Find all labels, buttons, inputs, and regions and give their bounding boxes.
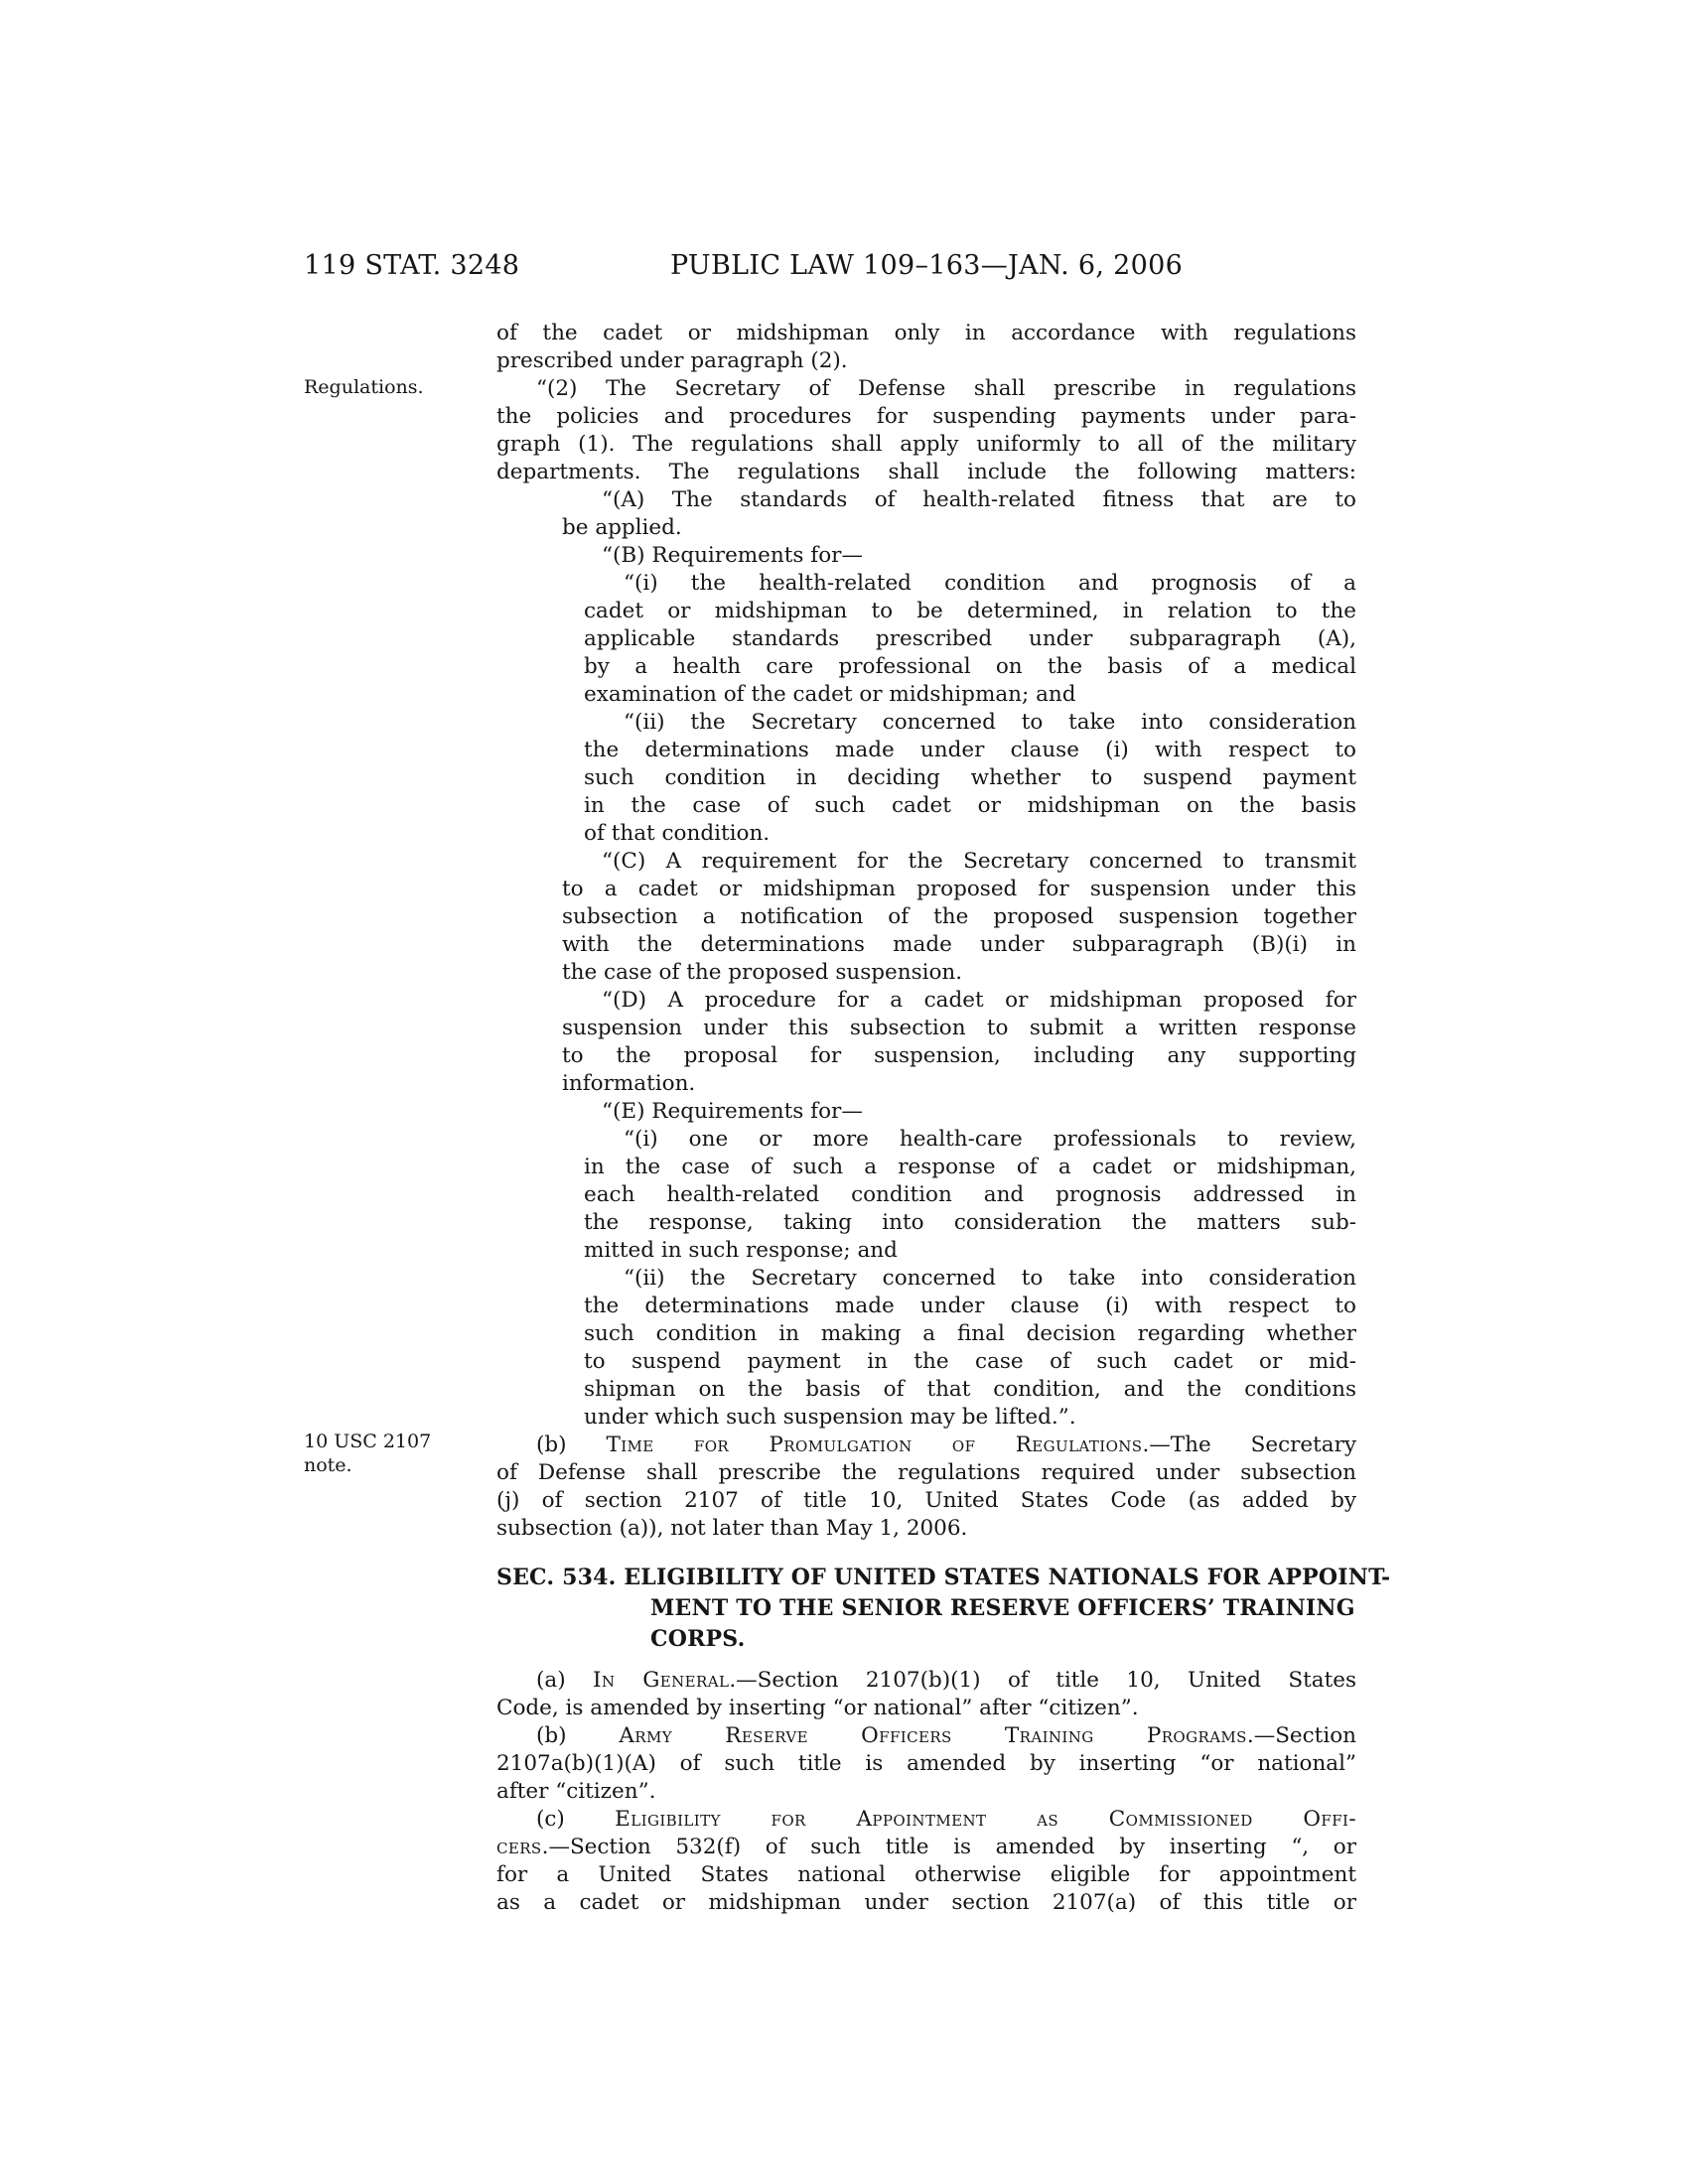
text-line (496, 903, 1356, 931)
text-segment: to the proposal for suspension, including any supporting (562, 1043, 1356, 1068)
text-segment: CORPS. (650, 1626, 746, 1652)
text-line (496, 1667, 1356, 1695)
text-line (496, 876, 1356, 903)
text-segment: under which such suspension may be lifted.”. (584, 1405, 1076, 1430)
section-heading-line (496, 1624, 1356, 1655)
text-segment: departments. The regulations shall include the following matters: (496, 460, 1356, 484)
text-line (496, 1126, 1356, 1154)
text-segment: subsection (a)), not later than May 1, 2006. (496, 1516, 968, 1541)
text-segment: (b) (536, 1723, 620, 1748)
text-line (496, 1778, 1356, 1806)
text-segment: “(i) one or more health-care professionals to review, (624, 1127, 1356, 1152)
text-segment: with the determinations made under subparagraph (B)(i) in (562, 932, 1356, 957)
text-line (496, 653, 1356, 681)
text-segment: the policies and procedures for suspending payments under para- (496, 404, 1356, 429)
text-line (496, 1265, 1356, 1293)
small-caps-text: In General (593, 1668, 730, 1693)
small-caps-text: Army Reserve Officers Training Programs (619, 1723, 1247, 1748)
text-segment: examination of the cadet or midshipman; and (584, 682, 1076, 707)
text-segment: such condition in deciding whether to suspend payment (584, 765, 1356, 790)
text-segment: .—Section 2107(b)(1) of title 10, United States (729, 1668, 1356, 1693)
text-line (496, 1293, 1356, 1320)
text-segment: by a health care professional on the basis of a medical (584, 654, 1356, 679)
text-segment: “(ii) the Secretary concerned to take into consideration (624, 1266, 1356, 1291)
text-line (496, 1348, 1356, 1376)
text-line (496, 1015, 1356, 1042)
text-line (496, 737, 1356, 764)
text-line (496, 431, 1356, 459)
text-line (496, 1404, 1356, 1432)
text-line (496, 1487, 1356, 1515)
text-line (496, 625, 1356, 653)
text-line (496, 959, 1356, 987)
text-line (496, 1098, 1356, 1126)
small-caps-text: Time for Promulgation of Regulations (606, 1433, 1143, 1457)
text-line (496, 848, 1356, 876)
text-segment: of that condition. (584, 821, 771, 846)
small-caps-text: cers (496, 1835, 542, 1859)
text-segment: in the case of such a response of a cadet or midshipman, (584, 1155, 1356, 1179)
text-line (496, 459, 1356, 486)
document-body (496, 320, 1391, 1917)
text-line (496, 709, 1356, 737)
text-segment: “(C) A requirement for the Secretary concerned to transmit (602, 849, 1356, 874)
text-segment: (c) (536, 1807, 616, 1832)
text-segment: the determinations made under clause (i) with respect to (584, 738, 1356, 762)
text-line (496, 570, 1356, 598)
text-line (496, 1806, 1356, 1834)
text-segment: “(E) Requirements for— (602, 1099, 863, 1124)
text-segment: “(D) A procedure for a cadet or midshipman proposed for (602, 988, 1356, 1013)
text-line (496, 1376, 1356, 1404)
text-segment: after “citizen”. (496, 1779, 656, 1804)
text-line (496, 792, 1356, 820)
text-segment: be applied. (562, 515, 682, 540)
text-segment: each health-related condition and prognosis addressed in (584, 1182, 1356, 1207)
text-line (496, 1861, 1356, 1889)
text-line (496, 514, 1356, 542)
text-segment: Code, is amended by inserting “or national” after “citizen”. (496, 1696, 1139, 1720)
text-segment: mitted in such response; and (584, 1238, 898, 1263)
margin-note-text: note. (304, 1454, 352, 1476)
text-line (496, 375, 1356, 403)
text-line (496, 1154, 1356, 1181)
text-segment: of the cadet or midshipman only in accordance with regulations (496, 321, 1356, 345)
text-line (496, 486, 1356, 514)
text-segment: subsection a notification of the proposed suspension together (562, 904, 1356, 929)
margin-note-usc (304, 1430, 483, 1477)
text-line (496, 987, 1356, 1015)
text-segment: .—Section (1246, 1723, 1356, 1748)
text-segment: the response, taking into consideration the matters sub- (584, 1210, 1356, 1235)
text-segment: to a cadet or midshipman proposed for suspension under this (562, 877, 1356, 901)
text-segment: as a cadet or midshipman under section 2107(a) of this title or (496, 1890, 1356, 1915)
text-segment: in the case of such cadet or midshipman on the basis (584, 793, 1356, 818)
text-segment: of Defense shall prescribe the regulations required under subsection (496, 1460, 1356, 1485)
text-line (496, 1070, 1356, 1098)
text-segment: graph (1). The regulations shall apply uniformly to all of the military (496, 432, 1356, 457)
text-line (496, 1889, 1356, 1917)
text-line (496, 320, 1356, 347)
text-segment: such condition in making a final decision regarding whether (584, 1321, 1356, 1346)
text-line (496, 1722, 1356, 1750)
text-segment: applicable standards prescribed under subparagraph (A), (584, 626, 1356, 651)
text-line (496, 1320, 1356, 1348)
text-segment: “(A) The standards of health-related fitness that are to (602, 487, 1356, 512)
text-segment: SEC. 534. ELIGIBILITY OF UNITED STATES NATIONALS FOR APPOINT- (496, 1565, 1391, 1590)
text-line (496, 820, 1356, 848)
text-segment: the determinations made under clause (i) with respect to (584, 1294, 1356, 1318)
text-segment: (a) (536, 1668, 593, 1693)
text-segment: “(ii) the Secretary concerned to take into consideration (624, 710, 1356, 735)
law-title: PUBLIC LAW 109–163—JAN. 6, 2006 (669, 250, 1184, 281)
margin-note-regulations (304, 375, 483, 399)
text-line (496, 1750, 1356, 1778)
text-segment: information. (562, 1071, 696, 1096)
section-heading-line (496, 1563, 1391, 1593)
text-segment: the case of the proposed suspension. (562, 960, 963, 985)
text-line (496, 347, 1356, 375)
text-line (496, 1209, 1356, 1237)
text-segment: (j) of section 2107 of title 10, United States Code (as added by (496, 1488, 1356, 1513)
margin-note-text: Regulations. (304, 376, 424, 398)
page-number: 119 STAT. 3248 (304, 250, 520, 281)
text-line (496, 1432, 1356, 1459)
text-line (496, 1459, 1356, 1487)
text-line (496, 1237, 1356, 1265)
text-segment: prescribed under paragraph (2). (496, 348, 848, 373)
text-segment: 2107a(b)(1)(A) of such title is amended by inserting “or national” (496, 1751, 1356, 1776)
text-line (496, 1042, 1356, 1070)
section-heading-line (496, 1593, 1356, 1624)
text-line (496, 542, 1356, 570)
text-segment: shipman on the basis of that condition, and the conditions (584, 1377, 1356, 1402)
running-head (0, 250, 1688, 284)
text-line (496, 1515, 1356, 1543)
text-line (496, 1695, 1356, 1722)
small-caps-text: Eligibility for Appointment as Commissioned Offi- (615, 1807, 1356, 1832)
text-segment: suspension under this subsection to submit a written response (562, 1016, 1356, 1040)
text-segment: .—Section 532(f) of such title is amended by inserting “, or (541, 1835, 1356, 1859)
text-line (496, 681, 1356, 709)
text-segment: to suspend payment in the case of such cadet or mid- (584, 1349, 1356, 1374)
text-line (496, 1834, 1356, 1861)
text-segment: for a United States national otherwise eligible for appointment (496, 1862, 1356, 1887)
text-segment: cadet or midshipman to be determined, in relation to the (584, 599, 1356, 623)
text-line (496, 598, 1356, 625)
text-segment: MENT TO THE SENIOR RESERVE OFFICERS’ TRAINING (650, 1595, 1355, 1621)
text-line (496, 1181, 1356, 1209)
text-segment: .—The Secretary (1142, 1433, 1356, 1457)
margin-note-text: 10 USC 2107 (304, 1431, 432, 1452)
text-segment: (b) (536, 1433, 607, 1457)
text-segment: “(i) the health-related condition and prognosis of a (624, 571, 1356, 596)
text-line (496, 403, 1356, 431)
text-line (496, 764, 1356, 792)
text-line (496, 931, 1356, 959)
text-segment: “(2) The Secretary of Defense shall prescribe in regulations (536, 376, 1356, 401)
text-segment: “(B) Requirements for— (602, 543, 863, 568)
